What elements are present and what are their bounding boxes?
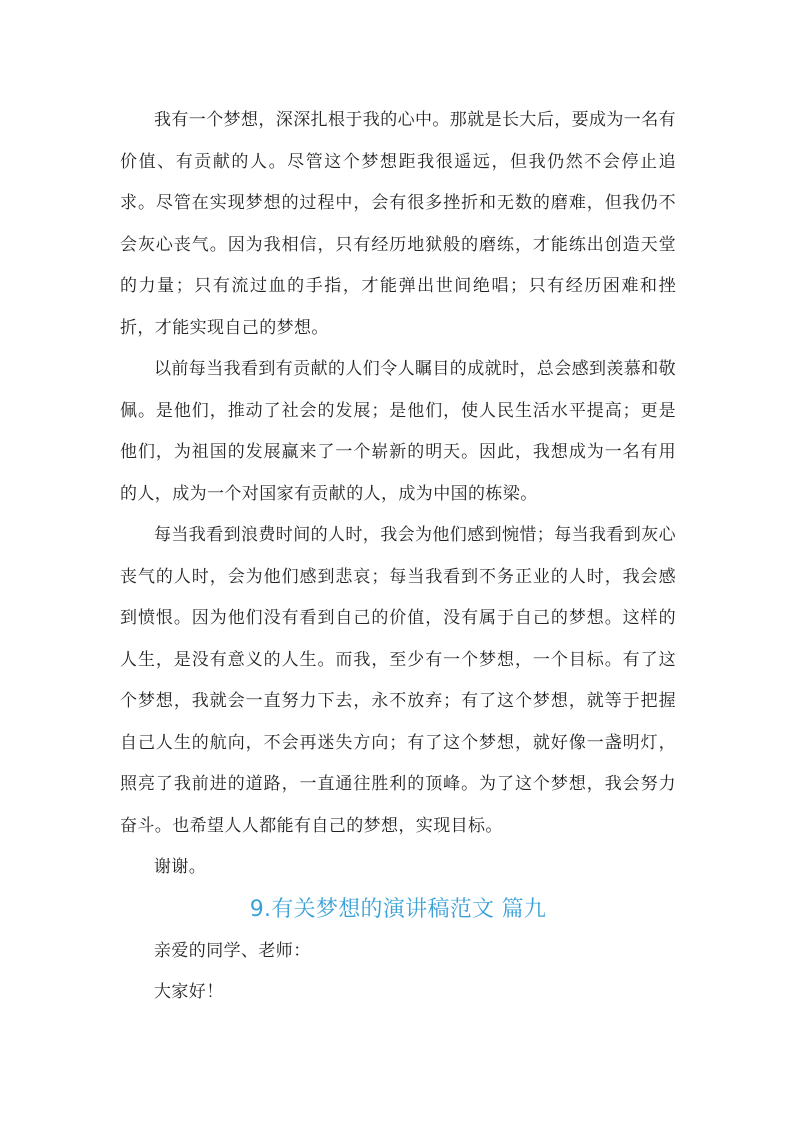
section-heading: 9.有关梦想的演讲稿范文 篇九: [249, 896, 547, 922]
greeting-line: 大家好！: [154, 982, 224, 1002]
body-paragraph-2: 以前每当我看到有贡献的人们令人瞩目的成就时，总会感到羡慕和敬佩。是他们，推动了社会的发展；是他们，使人民生活水平提高；更是他们，为祖国的发展赢来了一个崭新的明天。因此，我想成为一名有用的人，成为一个对国家有贡献的人，成为中国的栋梁。: [120, 359, 676, 504]
salutation-line: 亲爱的同学、老师：: [154, 940, 311, 961]
body-paragraph-1: 我有一个梦想，深深扎根于我的心中。那就是长大后，要成为一名有价值、有贡献的人。尽管这个梦想距我很遥远，但我仍然不会停止追求。尽管在实现梦想的过程中，会有很多挫折和无数的磨难，但我仍不会灰心丧气。因为我相信，只有经历地狱般的磨练，才能练出创造天堂的力量；只有流过血的手指，才能弹出世间绝唱；只有经历困难和挫折，才能实现自己的梦想。: [120, 110, 676, 338]
thanks-line: 谢谢。: [154, 857, 207, 877]
document-body: [120, 100, 676, 1014]
body-paragraph-3: 每当我看到浪费时间的人时，我会为他们感到惋惜；每当我看到灰心丧气的人时，会为他们感到悲哀；每当我看到不务正业的人时，我会感到愤恨。因为他们没有看到自己的价值，没有属于自己的梦想。这样的人生，是没有意义的人生。而我，至少有一个梦想，一个目标。有了这个梦想，我就会一直努力下去，永不放弃；有了这个梦想，就等于把握自己人生的航向，不会再迷失方向；有了这个梦想，就好像一盏明灯，照亮了我前进的道路，一直通往胜利的顶峰。为了这个梦想，我会努力奋斗。也希望人人都能有自己的梦想，实现目标。: [120, 525, 676, 836]
